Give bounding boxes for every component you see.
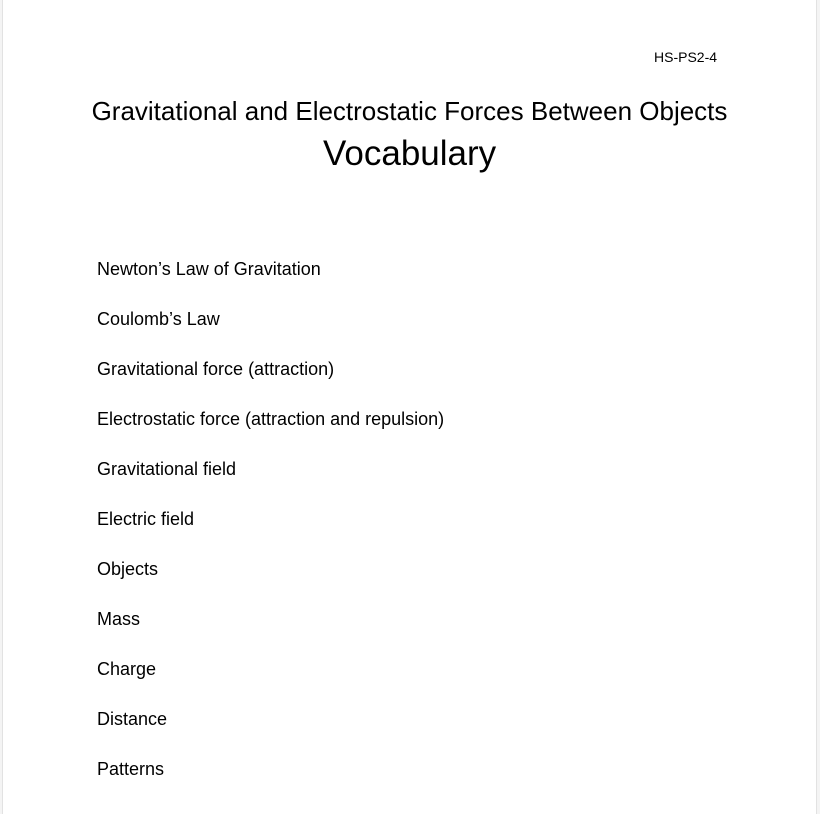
document-title: Gravitational and Electrostatic Forces Between Objects: [91, 96, 728, 126]
vocabulary-term: Coulomb’s Law: [97, 309, 220, 329]
vocabulary-term: Objects: [97, 559, 159, 579]
document-subtitle: Vocabulary: [323, 134, 497, 173]
vocabulary-term: Mass: [97, 609, 141, 629]
standard-code: HS-PS2-4: [654, 49, 718, 65]
vocabulary-term: Distance: [97, 709, 168, 729]
vocabulary-list: [97, 258, 444, 808]
vocabulary-term: Patterns: [97, 759, 165, 779]
vocabulary-term: Gravitational field: [97, 459, 237, 479]
vocabulary-term: Gravitational force (attraction): [97, 359, 335, 379]
document-page: [2, 0, 817, 814]
vocabulary-term: Newton’s Law of Gravitation: [97, 259, 321, 279]
vocabulary-term: Charge: [97, 659, 157, 679]
vocabulary-term: Electrostatic force (attraction and repulsion): [97, 409, 445, 429]
vocabulary-term: Electric field: [97, 509, 195, 529]
